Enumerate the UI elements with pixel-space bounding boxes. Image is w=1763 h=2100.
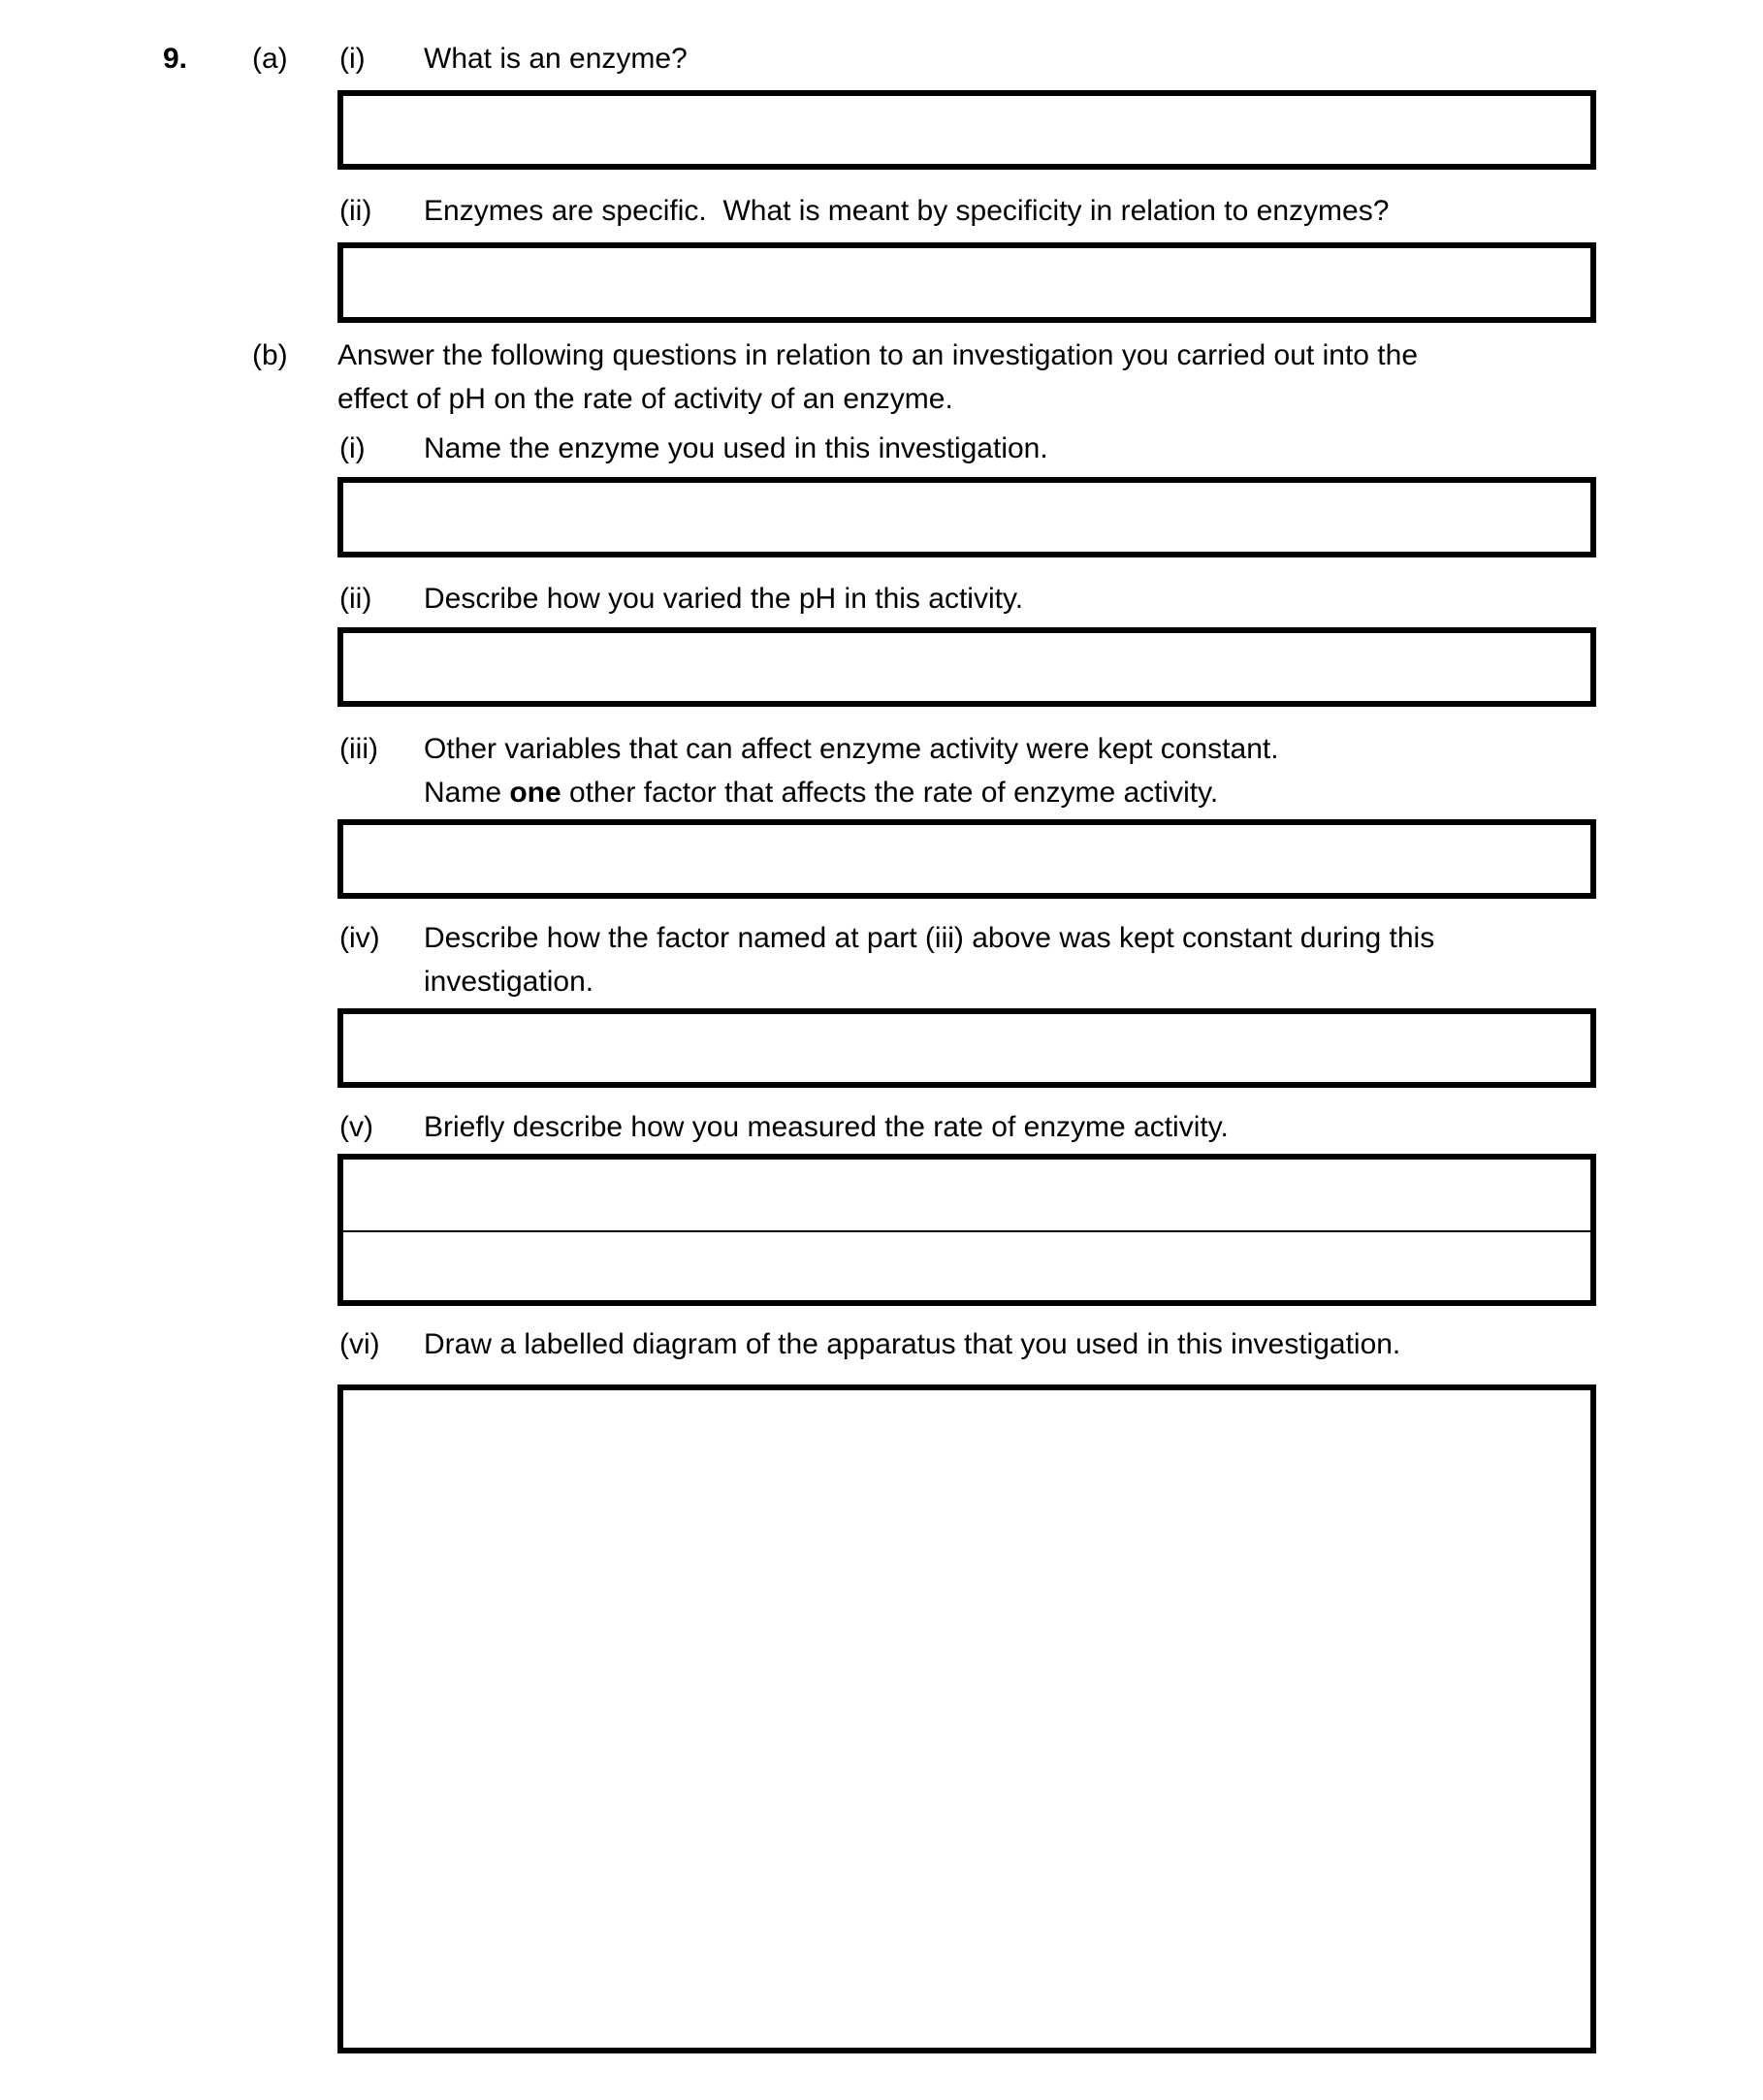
q-a-ii-label: (ii) <box>339 195 372 227</box>
q-a-ii-text: Enzymes are specific. What is meant by specificity in relation to enzymes? <box>424 195 1390 227</box>
q-b-ii-label: (ii) <box>339 583 372 615</box>
answer-box-b-i[interactable] <box>337 477 1596 557</box>
q-b-i-text: Name the enzyme you used in this investigation. <box>424 432 1048 464</box>
q-b-v-label: (v) <box>339 1111 373 1143</box>
answer-box-b-ii[interactable] <box>337 627 1596 707</box>
part-b-label: (b) <box>252 339 288 371</box>
q-b-v-text: Briefly describe how you measured the rate of enzyme activity. <box>424 1111 1229 1143</box>
q-b-iii-label: (iii) <box>339 733 378 765</box>
answer-box-b-v-divider <box>343 1230 1590 1232</box>
q-b-vi-label: (vi) <box>339 1328 380 1360</box>
answer-box-b-v[interactable] <box>337 1154 1596 1306</box>
q-b-iii-line2 <box>424 771 1218 814</box>
q-b-iv-label: (iv) <box>339 922 380 954</box>
question-number: 9. <box>163 43 188 75</box>
part-b-intro-line2: effect of pH on the rate of activity of an enzyme. <box>337 383 953 415</box>
q-b-ii-text: Describe how you varied the pH in this activity. <box>424 583 1024 615</box>
answer-box-b-iv[interactable] <box>337 1008 1596 1088</box>
q-b-iii-line2-bold-one: one <box>509 777 561 809</box>
q-b-vi-text: Draw a labelled diagram of the apparatus that you used in this investigation. <box>424 1328 1401 1360</box>
diagram-drawing-box[interactable] <box>337 1384 1596 2053</box>
q-b-iii-line1: Other variables that can affect enzyme activity were kept constant. <box>424 733 1279 765</box>
part-b-intro-line1: Answer the following questions in relation to an investigation you carried out into the <box>337 339 1418 371</box>
q-b-iii-line2-suffix: other factor that affects the rate of enzyme activity. <box>561 777 1219 809</box>
q-a-i-label: (i) <box>339 43 366 75</box>
answer-box-b-iii[interactable] <box>337 819 1596 899</box>
q-b-iv-line1: Describe how the factor named at part (iii) above was kept constant during this <box>424 922 1435 954</box>
q-b-i-label: (i) <box>339 432 366 464</box>
q-b-iii-line2-prefix: Name <box>424 777 510 809</box>
part-a-label: (a) <box>252 43 288 75</box>
q-a-i-text: What is an enzyme? <box>424 43 688 75</box>
q-b-iv-line2: investigation. <box>424 966 594 998</box>
answer-box-a-ii[interactable] <box>337 242 1596 323</box>
answer-box-a-i[interactable] <box>337 90 1596 170</box>
